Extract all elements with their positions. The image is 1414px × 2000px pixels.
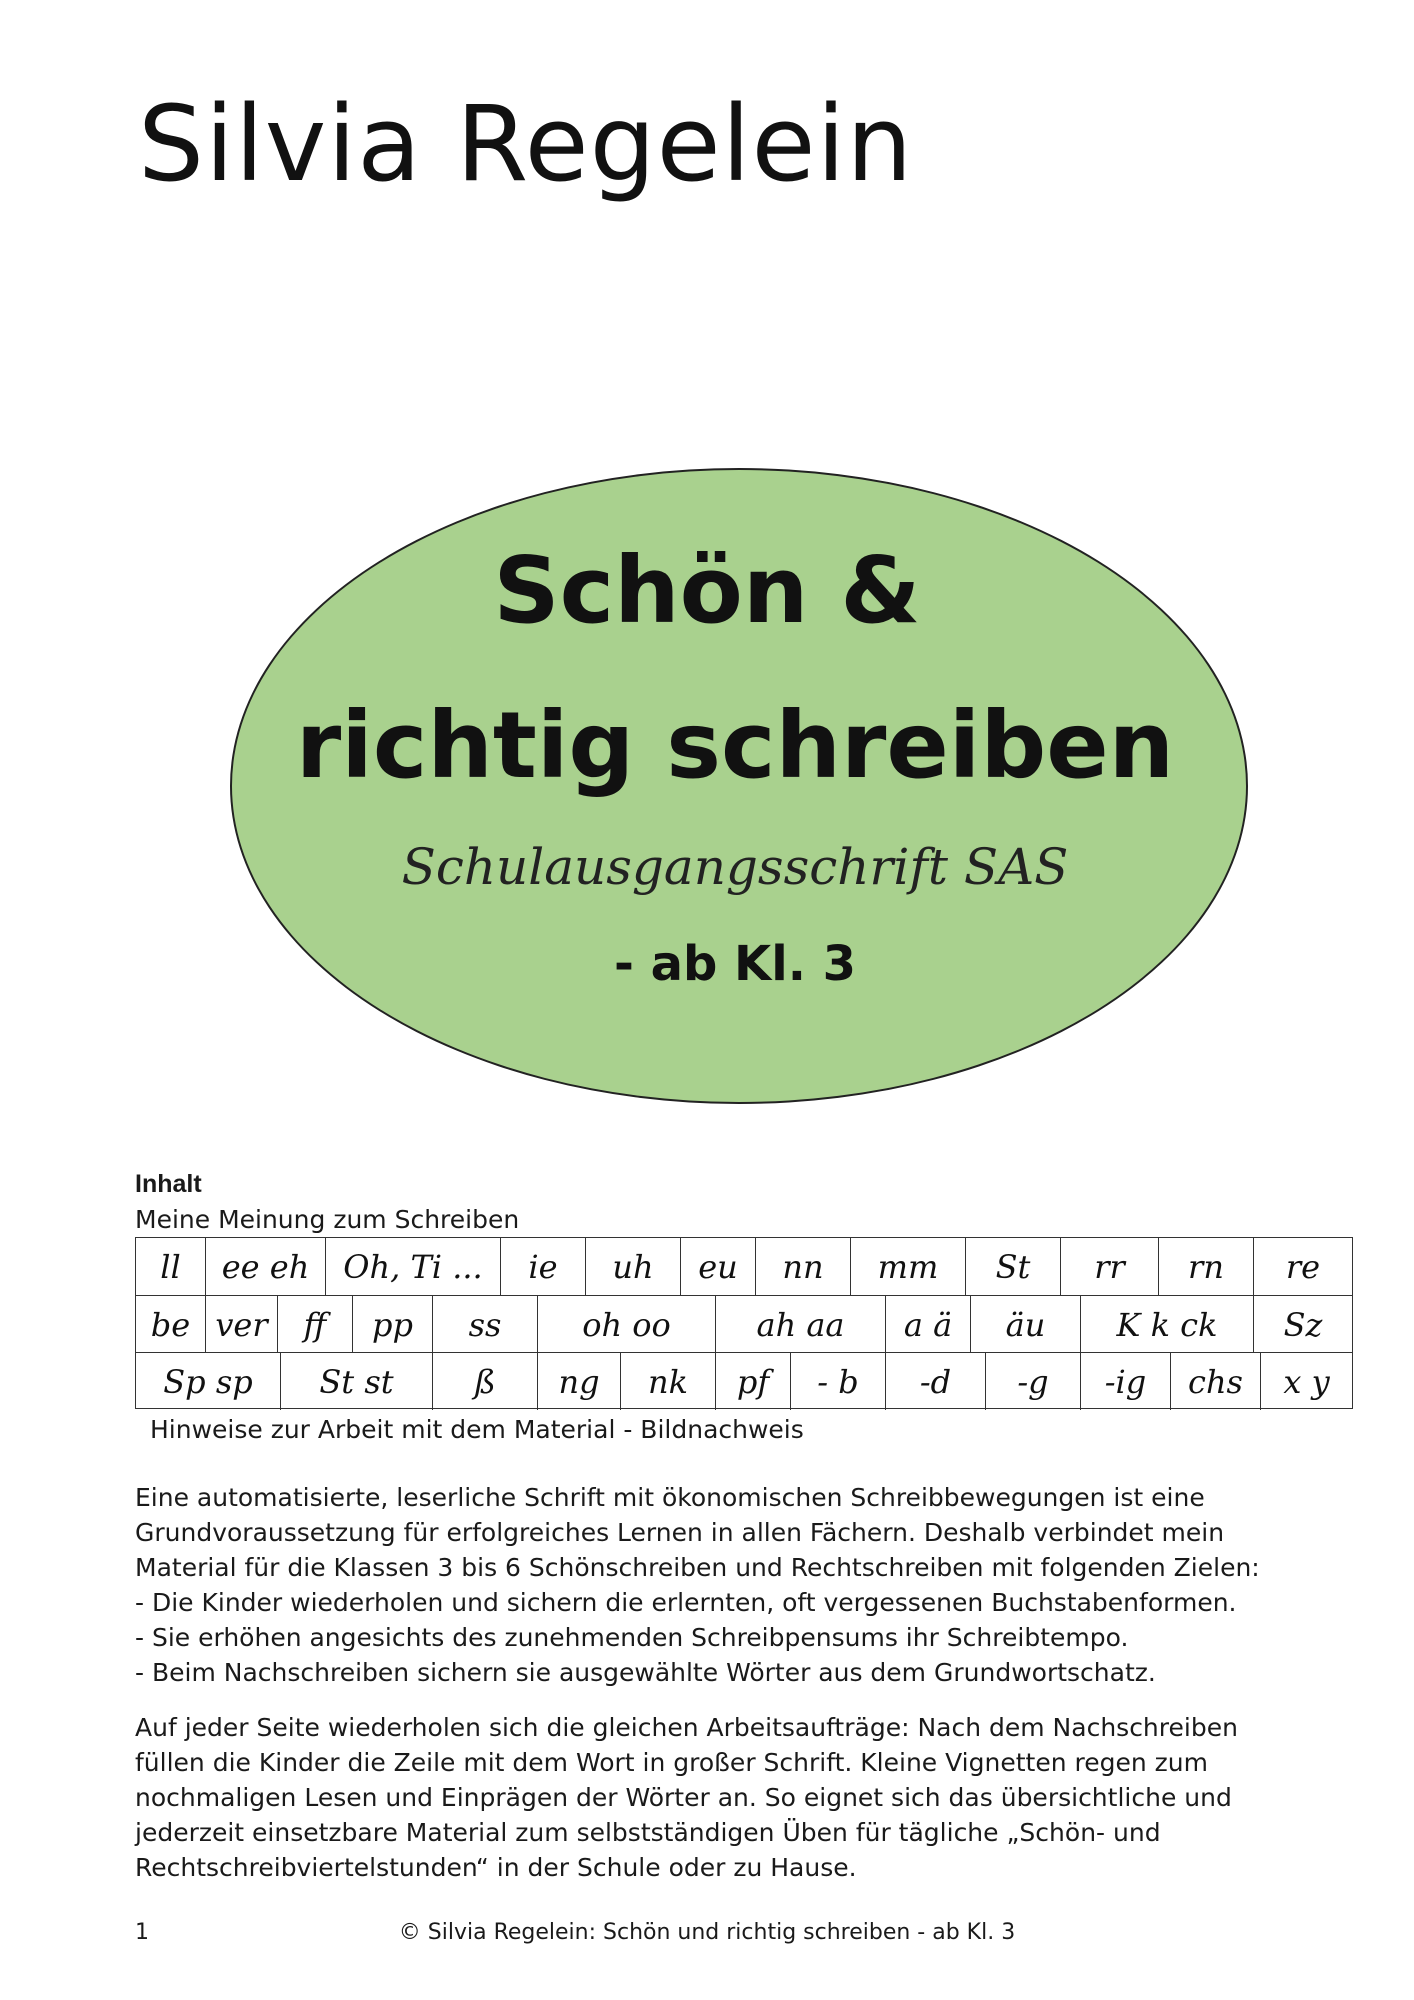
title-subtitle: Schulausgangsschrift SAS [401, 838, 1069, 896]
contents-cell: re [1285, 1247, 1321, 1286]
intro-line: - Die Kinder wiederholen und sichern die erlernten, oft vergessenen Buchstabenformen. [135, 1588, 1237, 1617]
contents-cell: Sz [1283, 1305, 1323, 1344]
intro-line: Grundvoraussetzung für erfolgreiches Lernen in allen Fächern. Deshalb verbindet mein [135, 1518, 1225, 1547]
contents-cell: St st [281, 1353, 433, 1410]
intro-line: - Sie erhöhen angesichts des zunehmenden Schreibpensums ihr Schreibtempo. [135, 1623, 1129, 1652]
contents-cell: ee eh [206, 1238, 326, 1295]
contents-row [136, 1295, 1352, 1353]
contents-row [136, 1238, 1352, 1295]
contents-cell: ng [538, 1353, 621, 1410]
intro-line: - Beim Nachschreiben sichern sie ausgewählte Wörter aus dem Grundwortschatz. [135, 1658, 1156, 1687]
contents-cell: K k ck [1081, 1296, 1254, 1353]
contents-cell: ver [206, 1296, 278, 1353]
intro-line: Rechtschreibviertelstunden“ in der Schule oder zu Hause. [135, 1853, 857, 1882]
contents-cell: pf [716, 1353, 791, 1410]
contents-cell: ss [433, 1296, 538, 1353]
contents-cell: - b [791, 1353, 886, 1410]
contents-cell: -d [886, 1353, 986, 1410]
intro-line: Material für die Klassen 3 bis 6 Schönschreiben und Rechtschreiben mit folgenden Zielen: [135, 1553, 1260, 1582]
contents-cell: ll [136, 1238, 206, 1295]
contents-cell: uh [586, 1238, 681, 1295]
contents-cell: nn [756, 1238, 851, 1295]
copyright-footer: © Silvia Regelein: Schön und richtig schreiben - ab Kl. 3 [398, 1920, 1016, 1945]
contents-cell: oh oo [538, 1296, 716, 1353]
contents-cell: äu [971, 1296, 1081, 1353]
intro-line: jederzeit einsetzbare Material zum selbstständigen Üben für tägliche „Schön- und [135, 1818, 1161, 1847]
contents-cell: eu [681, 1238, 756, 1295]
contents-cell: nk [621, 1353, 716, 1410]
contents-cell: mm [851, 1238, 966, 1295]
page-number: 1 [135, 1920, 149, 1945]
contents-cell: -ig [1081, 1353, 1171, 1410]
intro-line: nochmaligen Lesen und Einprägen der Wörter an. So eignet sich das übersichtliche und [135, 1783, 1232, 1812]
contents-cell: ß [433, 1353, 538, 1410]
contents-cell: pp [353, 1296, 433, 1353]
title-line-1: Schön & [493, 537, 921, 644]
intro-paragraph-1 [135, 1480, 1353, 1690]
intro-paragraph-2 [135, 1710, 1353, 1885]
author-name: Silvia Regelein [138, 83, 914, 205]
contents-cell: ff [278, 1296, 353, 1353]
contents-cell: St [966, 1238, 1061, 1295]
contents-cell: Oh, Ti ... [326, 1238, 501, 1295]
contents-last-item: Hinweise zur Arbeit mit dem Material - Bildnachweis [150, 1415, 804, 1444]
intro-line: Auf jeder Seite wiederholen sich die gleichen Arbeitsaufträge: Nach dem Nachschreiben [135, 1713, 1238, 1742]
contents-cell: ie [501, 1238, 586, 1295]
contents-cell: Sp sp [136, 1353, 281, 1410]
contents-cell: rn [1159, 1238, 1254, 1295]
title-line-2: richtig schreiben [295, 692, 1175, 799]
contents-cell: a ä [886, 1296, 971, 1353]
contents-first-item: Meine Meinung zum Schreiben [135, 1205, 520, 1234]
contents-cell: rr [1061, 1238, 1159, 1295]
contents-table [135, 1237, 1353, 1409]
contents-cell: -g [986, 1353, 1081, 1410]
contents-cell: x y [1283, 1362, 1330, 1401]
contents-cell: be [136, 1296, 206, 1353]
grade-label: - ab Kl. 3 [613, 936, 857, 992]
contents-cell: ah aa [716, 1296, 886, 1353]
intro-line: füllen die Kinder die Zeile mit dem Wort in großer Schrift. Kleine Vignetten regen zum [135, 1748, 1208, 1777]
contents-cell: chs [1171, 1353, 1261, 1410]
intro-line: Eine automatisierte, leserliche Schrift mit ökonomischen Schreibbewegungen ist eine [135, 1483, 1205, 1512]
contents-heading: Inhalt [135, 1170, 202, 1198]
contents-row [136, 1352, 1352, 1410]
